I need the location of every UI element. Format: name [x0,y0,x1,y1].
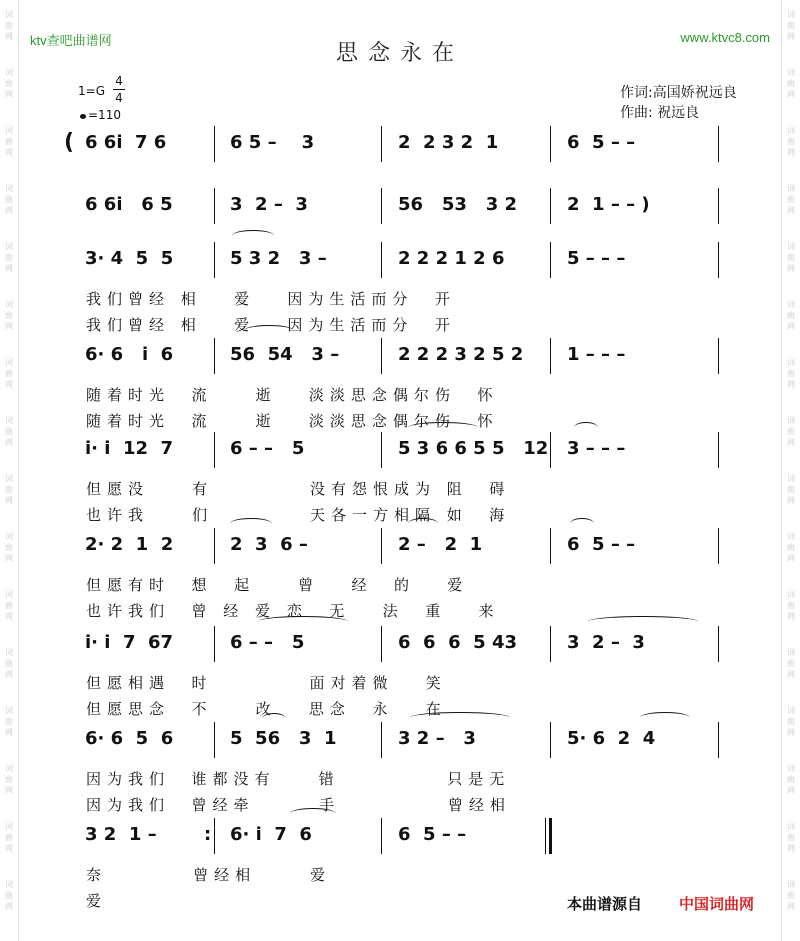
watermark-glyph: 网 [787,844,795,853]
watermark-glyph: 词 [5,764,13,773]
watermark-glyph: 曲 [787,833,795,842]
watermark-glyph: 词 [5,822,13,831]
measure-notes: i· i 7 67 [85,632,174,653]
watermark-glyph: 网 [787,206,795,215]
watermark-glyph: 网 [5,264,13,273]
measure-notes: 6· 6 i 6 [85,344,174,365]
watermark-glyph: 词 [787,358,795,367]
barline [550,338,551,374]
watermark-glyph: 网 [5,670,13,679]
slur-arc [244,325,294,336]
watermark-glyph: 曲 [787,775,795,784]
watermark-glyph: 曲 [5,195,13,204]
watermark-glyph: 曲 [5,485,13,494]
watermark-glyph: 网 [787,90,795,99]
measure-notes: 3 2 1 – [85,824,157,845]
watermark-glyph: 曲 [5,253,13,262]
barline [381,126,382,162]
watermark-glyph: 词 [787,10,795,19]
watermark-glyph: 网 [5,322,13,331]
barline [718,626,719,662]
watermark-glyph: 网 [787,786,795,795]
slur-arc [232,230,274,241]
watermark-glyph: 词 [787,590,795,599]
watermark-glyph: 网 [787,612,795,621]
watermark-glyph: 词 [5,532,13,541]
watermark-glyph: 网 [5,786,13,795]
intro-open-paren: ( [64,130,75,155]
watermark-glyph: 词 [5,126,13,135]
header-site-link[interactable]: ktv查吧曲谱网 [30,33,112,48]
barline [718,432,719,468]
slur-arc [258,616,348,627]
measure-notes: 3 2 – 3 [398,728,476,749]
watermark-glyph: 曲 [5,79,13,88]
final-barline-thick [549,818,552,854]
watermark-glyph: 词 [5,706,13,715]
lyric-line-1: 我们曾经 相 爱 因为生活而分 开 [86,290,456,308]
watermark-glyph: 网 [787,148,795,157]
measure-notes: 2 2 2 3 2 5 2 [398,344,524,365]
watermark-glyph: 曲 [5,369,13,378]
watermark-glyph: 词 [787,648,795,657]
watermark-glyph: 曲 [5,427,13,436]
measure-notes: 3· 4 5 5 [85,248,174,269]
barline [214,722,215,758]
watermark-glyph: 曲 [787,137,795,146]
barline [550,626,551,662]
watermark-glyph: 曲 [787,311,795,320]
lyric-line-2: 也许我 们 天各一方相隔 如 海 [86,506,511,524]
watermark-glyph: 词 [5,184,13,193]
measure-notes: 3 2 – 3 [567,632,645,653]
watermark-glyph: 曲 [787,21,795,30]
composer-credit: 作曲: 祝远良 [620,105,700,121]
measure-notes: 6 – – 5 [230,438,305,459]
watermark-glyph: 词 [787,706,795,715]
lyric-line-2: 随着时光 流 逝 淡淡思念偶尔伤 怀 [86,412,499,430]
watermark-glyph: 网 [787,670,795,679]
watermark-glyph: 词 [5,300,13,309]
barline [381,722,382,758]
barline [381,818,382,854]
watermark-glyph: 网 [5,206,13,215]
watermark-glyph: 曲 [5,833,13,842]
barline [381,626,382,662]
watermark-glyph: 网 [5,554,13,563]
barline [381,338,382,374]
watermark-glyph: 词 [787,242,795,251]
watermark-glyph: 网 [5,902,13,911]
barline [214,242,215,278]
footer-source-label: 本曲谱源自 [567,895,643,913]
lyric-line-1: 奈 曾经相 爱 [86,866,331,884]
watermark-glyph: 词 [5,242,13,251]
slur-arc [574,422,598,433]
barline [550,188,551,224]
watermark-glyph: 词 [5,10,13,19]
watermark-glyph: 网 [5,728,13,737]
watermark-glyph: 词 [5,648,13,657]
watermark-glyph: 曲 [787,79,795,88]
measure-notes: 5 3 6 6 5 5 12 [398,438,549,459]
tempo-marking [80,108,121,122]
barline [381,188,382,224]
watermark-glyph: 曲 [5,21,13,30]
slur-arc [262,713,286,724]
measure-notes: 5 – – – [567,248,626,269]
watermark-glyph: 网 [787,264,795,273]
watermark-glyph: 词 [5,416,13,425]
lyric-line-2: 我们曾经 相 爱 因为生活而分 开 [86,316,456,334]
measure-notes: 3 – – – [567,438,626,459]
measure-notes: 6 5 – – [567,534,636,555]
watermark-glyph: 词 [787,764,795,773]
measure-notes: 56 54 3 – [230,344,340,365]
slur-arc [588,616,698,627]
watermark-glyph: 曲 [5,601,13,610]
watermark-glyph: 网 [5,438,13,447]
quarter-note-icon [80,114,86,119]
slur-arc [570,518,594,529]
slur-arc [640,712,690,723]
watermark-glyph: 网 [787,32,795,41]
final-barline [545,818,546,854]
watermark-glyph: 曲 [5,775,13,784]
watermark-glyph: 网 [5,496,13,505]
slur-arc [410,712,510,723]
slur-arc [408,422,478,433]
watermark-glyph: 网 [787,496,795,505]
measure-notes: 6 5 – – [398,824,467,845]
watermark-glyph: 词 [5,358,13,367]
watermark-glyph: 词 [787,126,795,135]
key-signature: 1=G [78,84,105,98]
watermark-glyph: 曲 [787,891,795,900]
barline [214,626,215,662]
lyric-line-2: 也许我们 曾 经 爱 恋 无 法 重 来 [86,602,500,620]
measure-notes: 2 3 6 – [230,534,308,555]
measure-notes: 6 6i 6 5 [85,194,173,215]
lyric-line-1: 因为我们 谁都没有 错 只是无 [86,770,511,788]
watermark-glyph: 词 [5,474,13,483]
watermark-glyph: 网 [5,148,13,157]
tempo-value: =110 [88,108,121,122]
lyric-line-2: 爱 [86,892,108,910]
lyric-line-1: 但愿有时 想 起 曾 经 的 爱 [86,576,469,594]
watermark-glyph: 曲 [5,311,13,320]
watermark-glyph: 网 [787,728,795,737]
watermark-glyph: 网 [5,90,13,99]
watermark-glyph: 词 [5,68,13,77]
footer-site-name: 中国词曲网 [679,895,755,913]
watermark-glyph: 曲 [787,195,795,204]
measure-notes: 5· 6 2 4 [567,728,656,749]
measure-notes: 6· 6 5 6 [85,728,174,749]
barline [214,126,215,162]
lyric-line-1: 但愿相遇 时 面对着微 笑 [86,674,447,692]
watermark-glyph: 网 [5,844,13,853]
measure-notes: 6 5 – 3 [230,132,315,153]
watermark-glyph: 词 [5,880,13,889]
barline [550,242,551,278]
watermark-glyph: 曲 [787,659,795,668]
barline [214,818,215,854]
measure-notes: 6 6i 7 6 [85,132,167,153]
watermark-glyph: 词 [787,184,795,193]
watermark-glyph: 网 [5,32,13,41]
barline [550,432,551,468]
watermark-glyph: 词 [787,532,795,541]
watermark-glyph: 曲 [787,543,795,552]
measure-notes: 5 56 3 1 [230,728,337,749]
barline [550,528,551,564]
barline [550,126,551,162]
watermark-glyph: 词 [787,822,795,831]
meter-line [113,89,125,90]
left-margin-watermark [0,0,19,941]
header-url-link[interactable]: www.ktvc8.com [680,30,770,45]
lyric-line-2: 但愿思念 不 改 思念 永 在 [86,700,447,718]
watermark-glyph: 词 [787,68,795,77]
right-margin-watermark [781,0,800,941]
watermark-glyph: 词 [787,880,795,889]
watermark-glyph: 曲 [5,717,13,726]
meter-top: 4 [115,74,123,88]
watermark-glyph: 网 [787,380,795,389]
measure-notes: 2 1 – – ) [567,194,650,215]
watermark-glyph: 词 [787,474,795,483]
barline [550,722,551,758]
measure-notes: 6 6 6 5 43 [398,632,518,653]
meter-bottom: 4 [115,91,123,105]
barline [214,432,215,468]
watermark-glyph: 曲 [787,601,795,610]
measure-notes: 5 3 2 3 – [230,248,327,269]
barline [381,242,382,278]
barline [214,338,215,374]
slur-arc [230,518,272,529]
watermark-glyph: 词 [787,300,795,309]
barline [214,528,215,564]
lyric-line-2: 因为我们 曾经牵 手 曾经相 [86,796,511,814]
repeat-sign: : [204,824,212,845]
measure-notes: 2· 2 1 2 [85,534,174,555]
barline [718,722,719,758]
watermark-glyph: 网 [5,612,13,621]
lyric-line-1: 但愿没 有 没有怨恨成为 阻 碍 [86,480,511,498]
watermark-glyph: 词 [5,590,13,599]
watermark-glyph: 曲 [5,891,13,900]
barline [381,528,382,564]
measure-notes: 6· i 7 6 [230,824,312,845]
song-title: 思念永在 [335,41,464,66]
measure-notes: 2 2 2 1 2 6 [398,248,505,269]
time-signature [113,74,125,105]
measure-notes: 2 2 3 2 1 [398,132,499,153]
watermark-glyph: 曲 [787,427,795,436]
measure-notes: 6 – – 5 [230,632,305,653]
measure-notes: i· i 12 7 [85,438,174,459]
watermark-glyph: 曲 [5,137,13,146]
barline [718,242,719,278]
barline [718,338,719,374]
measure-notes: 3 2 – 3 [230,194,308,215]
slur-arc [290,808,336,819]
barline [718,126,719,162]
barline [718,528,719,564]
barline [718,188,719,224]
watermark-glyph: 网 [787,322,795,331]
measure-notes: 6 5 – – [567,132,636,153]
slur-arc [408,518,438,529]
watermark-glyph: 网 [5,380,13,389]
watermark-glyph: 曲 [787,369,795,378]
watermark-glyph: 曲 [787,485,795,494]
measure-notes: 56 53 3 2 [398,194,518,215]
watermark-glyph: 网 [787,902,795,911]
lyricist-credit: 作词:高国娇祝远良 [620,85,737,101]
watermark-glyph: 网 [787,554,795,563]
watermark-glyph: 曲 [787,253,795,262]
watermark-glyph: 曲 [5,543,13,552]
watermark-glyph: 网 [787,438,795,447]
watermark-glyph: 曲 [5,659,13,668]
measure-notes: 2 – 2 1 [398,534,483,555]
watermark-glyph: 词 [787,416,795,425]
watermark-glyph: 曲 [787,717,795,726]
measure-notes: 1 – – – [567,344,626,365]
barline [214,188,215,224]
lyric-line-1: 随着时光 流 逝 淡淡思念偶尔伤 怀 [86,386,499,404]
barline [381,432,382,468]
